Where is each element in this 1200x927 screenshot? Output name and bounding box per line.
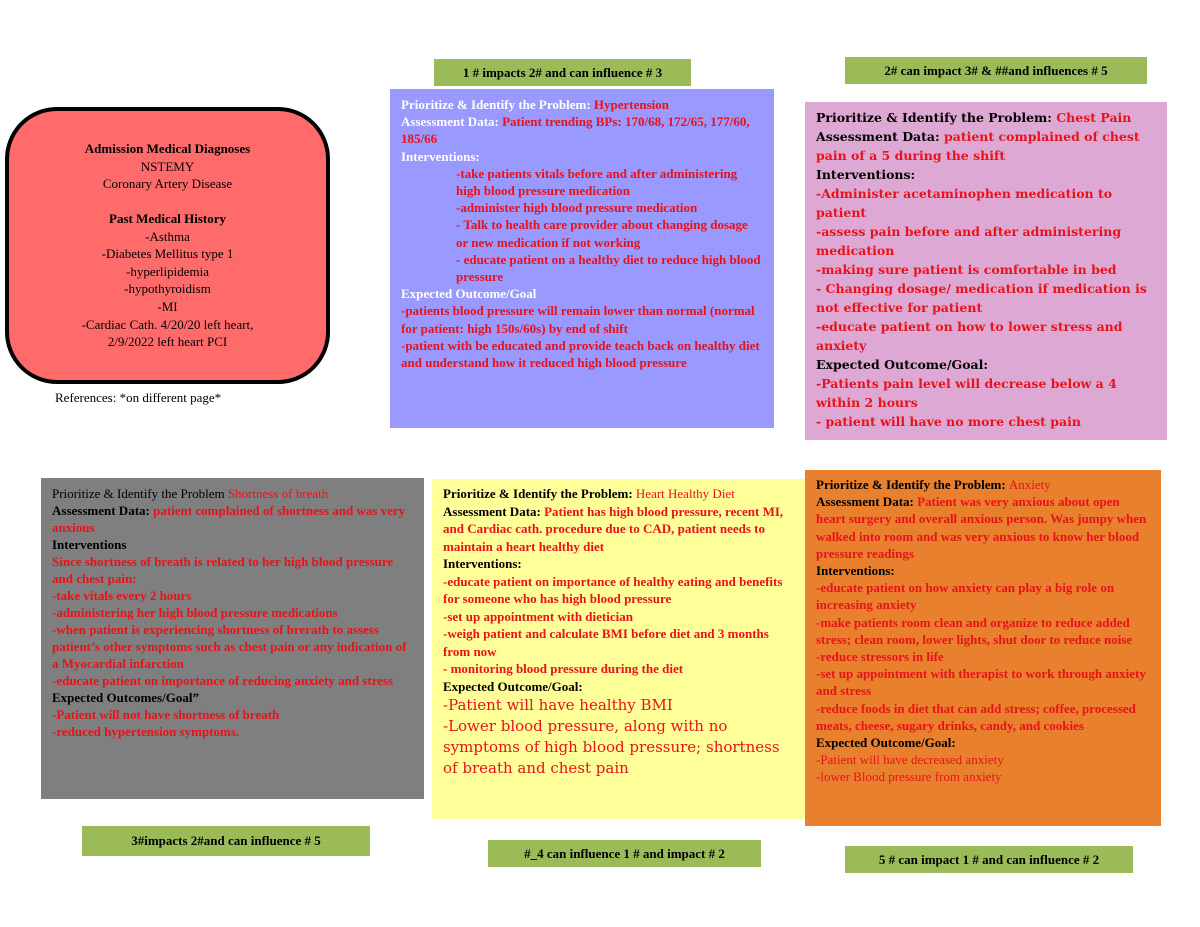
intervention-item: - Talk to health care provider about changing dosage or new medication if not working bbox=[456, 217, 748, 250]
intervention-item: -educate patient on how to lower stress and anxiety bbox=[816, 319, 1123, 353]
outcome-item: -patients blood pressure will remain lower than normal (normal for patient: high 150s/60s) by end of shift bbox=[401, 303, 755, 336]
problem-label: Prioritize & Identify the Problem bbox=[52, 486, 228, 501]
intervention-item: -educate patient on importance of healthy eating and benefits for someone who has high blood pressure bbox=[443, 573, 783, 606]
assessment-label: Assessment Data: bbox=[816, 494, 918, 510]
interventions-label: Interventions: bbox=[816, 563, 895, 579]
intervention-item: -assess pain before and after administering medication bbox=[816, 224, 1122, 258]
problem-label: Prioritize & Identify the Problem: bbox=[401, 97, 594, 112]
history-item: 2/9/2022 left heart PCI bbox=[107, 334, 228, 350]
intervention-item: -set up appointment with therapist to work through anxiety and stress bbox=[816, 666, 1146, 699]
label-impact-3: 3#impacts 2#and can influence # 5 bbox=[82, 826, 370, 856]
history-item: -hyperlipidemia bbox=[125, 263, 210, 279]
problem-title: Shortness of breath bbox=[227, 486, 329, 501]
assessment-label: Assessment Data: bbox=[401, 114, 503, 130]
outcome-item: -patient with be educated and provide teach back on healthy diet and understand how it reduced high blood pressure bbox=[401, 337, 760, 371]
chest-pain-problem-box bbox=[805, 102, 1167, 440]
interventions-label: Interventions: bbox=[816, 167, 916, 182]
assessment-text: patient complained of shortness and was very anxious bbox=[52, 503, 406, 535]
heart-healthy-diet-problem-box bbox=[432, 479, 805, 819]
problem-label: Prioritize & Identify the Problem: bbox=[443, 486, 636, 501]
history-item: -MI bbox=[157, 298, 178, 314]
history-item: -Cardiac Cath. 4/20/20 left heart, bbox=[81, 316, 254, 332]
outcome-item: -reduced hypertension symptoms. bbox=[52, 724, 240, 739]
outcome-label: Expected Outcomes/Goal” bbox=[52, 690, 199, 705]
outcome-item: -Patients pain level will decrease below a 4 within 2 hours bbox=[816, 376, 1117, 410]
outcome-label: Expected Outcome/Goal bbox=[401, 286, 537, 302]
assessment-text: Patient has high blood pressure, recent MI, and Cardiac cath. procedure due to CAD, patient needs to maintain a heart healthy diet bbox=[443, 503, 784, 554]
intervention-item: -when patient is experiencing shortness of brerath to assess patient’s other symptoms such as chest pain or any indication of a Myocardial infarction bbox=[52, 622, 407, 671]
problem-title: Chest Pain bbox=[1056, 110, 1132, 125]
interventions-label: Interventions: bbox=[401, 148, 480, 164]
label-impact-5: 5 # can impact 1 # and can influence # 2 bbox=[845, 846, 1133, 873]
intervention-item: -set up appointment with dietician bbox=[443, 608, 633, 624]
outcome-label: Expected Outcome/Goal: bbox=[816, 735, 956, 751]
history-item: -Asthma bbox=[145, 228, 190, 244]
intervention-item: -weigh patient and calculate BMI before diet and 3 months from now bbox=[443, 626, 769, 659]
references-note: References: *on different page* bbox=[55, 390, 222, 405]
diagnosis-item: Coronary Artery Disease bbox=[102, 176, 233, 192]
problem-label: Prioritize & Identify the Problem: bbox=[816, 110, 1057, 125]
assessment-label: Assessment Data: bbox=[443, 503, 545, 519]
intervention-item: -reduce foods in diet that can add stress; coffee, processed meats, cheese, sugary drinks, candy, and cookies bbox=[816, 700, 1136, 733]
outcome-item: -Patient will have decreased anxiety bbox=[816, 752, 1004, 768]
intervention-item: - Changing dosage/ medication if medication is not effective for patient bbox=[816, 281, 1147, 315]
assessment-label: Assessment Data: bbox=[52, 503, 154, 518]
admission-diagnoses-box bbox=[5, 107, 330, 384]
intervention-item: -reduce stressors in life bbox=[816, 649, 944, 665]
intervention-item: -Administer acetaminophen medication to patient bbox=[816, 186, 1113, 220]
history-item: -Diabetes Mellitus type 1 bbox=[101, 246, 234, 262]
outcome-item: -lower Blood pressure from anxiety bbox=[816, 769, 1002, 785]
outcome-item: -Lower blood pressure, along with no symptoms of high blood pressure; shortness of breath and chest pain bbox=[443, 717, 780, 777]
shortness-of-breath-problem-box bbox=[41, 478, 424, 799]
outcome-label: Expected Outcome/Goal: bbox=[816, 357, 989, 372]
problem-title: Anxiety bbox=[1008, 477, 1051, 492]
assessment-text: patient complained of chest pain of a 5 during the shift bbox=[816, 129, 1140, 163]
intervention-item: -educate patient on how anxiety can play a big role on increasing anxiety bbox=[816, 580, 1115, 613]
interventions-label: Interventions bbox=[52, 537, 127, 552]
problem-title: Heart Healthy Diet bbox=[635, 486, 735, 501]
label-impact-1: 1 # impacts 2# and can influence # 3 bbox=[434, 59, 691, 86]
intervention-item: Since shortness of breath is related to her high blood pressure and chest pain: bbox=[52, 554, 394, 586]
anxiety-problem-box bbox=[805, 470, 1161, 826]
problem-label: Prioritize & Identify the Problem: bbox=[816, 477, 1009, 492]
assessment-text: Patient trending BPs: 170/68, 172/65, 177/60, 185/66 bbox=[401, 114, 750, 147]
hypertension-problem-box bbox=[390, 89, 774, 428]
label-impact-4: #_4 can influence 1 # and impact # 2 bbox=[488, 840, 761, 867]
intervention-item: -take vitals every 2 hours bbox=[52, 588, 192, 603]
label-impact-2: 2# can impact 3# & ##and influences # 5 bbox=[845, 57, 1147, 84]
intervention-item: -administer high blood pressure medication bbox=[456, 200, 698, 216]
intervention-item: -take patients vitals before and after administering high blood pressure medication bbox=[456, 165, 738, 199]
outcome-item: - patient will have no more chest pain bbox=[816, 414, 1081, 429]
intervention-item: -administering her high blood pressure medications bbox=[52, 605, 338, 620]
history-item: -hypothyroidism bbox=[124, 281, 211, 297]
assessment-label: Assessment Data: bbox=[816, 129, 944, 144]
intervention-item: - educate patient on a healthy diet to reduce high blood pressure bbox=[456, 251, 761, 285]
intervention-item: - monitoring blood pressure during the diet bbox=[443, 661, 684, 676]
intervention-item: -make patients room clean and organize to reduce added stress; clean room, lower lights, shut door to reduce noise bbox=[816, 614, 1133, 647]
pmh-heading: Past Medical History bbox=[109, 211, 226, 227]
assessment-text: Patient was very anxious about open heart surgery and overall anxious person. Was jumpy when walked into room and was very anxious to know her blood pressure readings bbox=[816, 494, 1147, 561]
problem-title: Hypertension bbox=[593, 97, 670, 112]
intervention-item: -educate patient on importance of reducing anxiety and stress bbox=[52, 673, 394, 688]
diagnosis-item: NSTEMY bbox=[140, 158, 195, 174]
outcome-item: -Patient will not have shortness of breath bbox=[52, 707, 280, 722]
interventions-label: Interventions: bbox=[443, 556, 522, 571]
outcome-label: Expected Outcome/Goal: bbox=[443, 678, 583, 694]
intervention-item: -making sure patient is comfortable in bed bbox=[816, 262, 1117, 277]
outcome-item: -Patient will have healthy BMI bbox=[443, 696, 673, 714]
admission-heading: Admission Medical Diagnoses bbox=[84, 141, 251, 157]
